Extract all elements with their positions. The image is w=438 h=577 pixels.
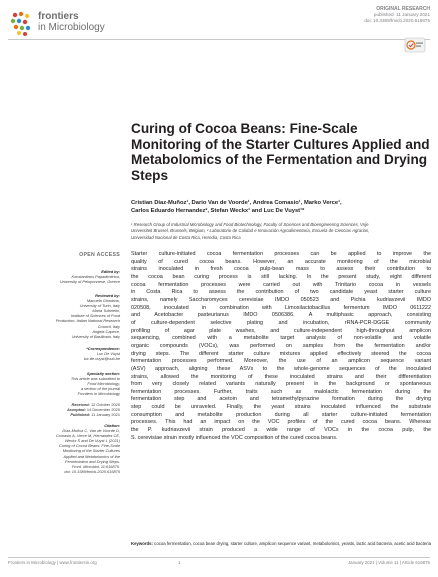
editor-line: University of Peloponnese, Greece [59,279,120,285]
reviewer-line: Manuela Giordano, [86,298,120,304]
citation-line: Applied and Metabolomics of the [63,453,120,459]
affiliation-line: Universidad Nacional de Costa Rica, Heredia, Costa Rica [131,234,241,240]
reviewer-line: University of Basilicata, Italy [71,333,120,339]
author-line: Carlos Eduardo Hernandez², Stefan Weckx¹ and Luc De Vuyst¹* [131,207,305,214]
specialty-line: Food Microbiology, [87,381,120,387]
specialty-line: Frontiers in Microbiology [77,391,120,397]
abstract-line: Starter culture-initiated cocoa fermentation processes can be applied to improve the [131,251,431,257]
reviewer-line: Council, Italy [97,323,120,329]
abstract-line: the P. kudriavzevii strain produced a wide range of VOCs in the cocoa pulp, the [131,427,431,434]
check-for-updates-icon[interactable] [404,36,426,54]
citation-line: Díaz-Muñoz C, Van de Voorde D, [62,428,120,434]
specialty-line: This article was submitted to [70,376,120,382]
abstract-line: in Costa Rica to assess the contribution of two candidate yeast starter culture [131,289,431,296]
abstract-line: sequencing, combined with a metabolite target analysis of non-volatile and volatile [131,335,431,342]
editor-line: Konstantinos Papadimitriou, [71,274,120,280]
footer-journal[interactable]: Frontiers in Microbiology | www.frontiersin.org [8,560,97,565]
journal-brand [38,11,105,33]
correspondence-block [36,346,120,361]
brand-line-2: in Microbiology [38,22,105,33]
affiliations [131,222,431,241]
reviewer-line: Maria Tufariello, [92,308,120,314]
abstract-line: the cocoa bean curing process is still lacking. In the present study, eight different [131,273,431,280]
abstract-line: fermentation step and acetoin and tetramethylpyrazine formation during the drying [131,396,431,403]
keywords [131,541,431,547]
reviewed-by-label: Reviewed by: [95,293,120,298]
citation-line: Comasio A, Verce M, Hernandez CE, [55,433,120,439]
article-title: Curing of Cocoa Beans: Fine-Scale Monitoring of the Starter Cultures Applied and Metabolomics of the Fermentation and Drying Steps [131,121,430,183]
citation-line: Fermentation and Drying Steps. [65,458,120,464]
correspondence-name: Luc De Vuyst [96,351,120,357]
article-type: ORIGINAL RESEARCH [376,6,430,12]
correspondence-label: *Correspondence: [86,346,120,351]
specialty-line: a section of the journal [80,386,120,392]
reviewer-line: University of Turin, Italy [79,303,120,309]
reviewer-line: Production, Italian National Research [55,318,120,324]
abstract-line: of culture-dependent selective plating and incubation, rRNA-PCR-DGGE community [131,319,431,326]
frontiers-logo-icon [8,10,34,36]
abstract-line: processes. This had an impact on the VOC profiles of the cured cocoa beans. Whereas [131,419,431,426]
footer-divider [8,557,430,558]
published-date: published: 11 January 2021 [373,12,430,17]
edited-by-block [36,269,120,284]
affiliation-line: ¹ Research Group of Industrial Microbiology and Food Biotechnology, Faculty of Sciences and Bioengineering Sciences, Vrije [131,222,369,227]
correspondence-email[interactable]: luc.de.vuyst@vub.be [83,356,120,362]
abstract-line: fermentation processes. Further, traits such as malolactic fermentation during the [131,388,431,395]
published-value: 11 January 2021 [91,412,120,418]
citation-line[interactable]: doi: 10.3389/fmicb.2020.616875 [64,468,120,474]
citation-line: Front. Microbiol. 11:616875. [71,463,120,469]
author-list [131,200,431,215]
page-number: 1 [178,560,181,565]
abstract-line: 020508, inoculated in combination with Limosilactobacillus fermentum IMDO 0611222 [131,304,431,311]
author-line: Cristian Díaz-Muñoz¹, Dario Van de Voorde¹, Andrea Comasio¹, Marko Verce¹, [131,200,342,206]
accepted-value: 14 December 2020 [86,407,120,413]
specialty-label: Specialty section: [86,371,120,376]
abstract-line: cocoa fermentation processes were carried out with Trinitario cocoa in vessels [131,281,431,288]
article-meta [364,6,430,24]
published-label: Published: [70,412,91,418]
abstract-line: drying steps. The different starter culture mixtures applied effectively steered the cocoa [131,350,431,357]
abstract-line: (ASV) approach, aligning these ASVs to the whole-genome sequences of the inoculated [131,365,431,372]
keywords-text: cocoa fermentation, cocoa bean drying, starter culture, amplicon sequence variant, metabolomics, yeasts, lactic acid bacteria, acetic acid bacteria [154,541,431,546]
received-label: Received: [71,402,90,407]
article-doi[interactable]: doi: 10.3389/fmicb.2020.616875 [364,18,430,23]
citation-block [36,423,120,474]
open-access-label: OPEN ACCESS [79,252,120,258]
keywords-label: Keywords: [131,541,153,546]
abstract-line: strains inoculated in fresh cocoa pulp-bean mass to assess their contribution to [131,266,431,273]
abstract-line: quality of cured cocoa beans. However, an accurate monitoring of the microbial [131,258,431,265]
abstract-line: profiling of agar plate washes, and culture-independent high-throughput amplicon [131,327,431,334]
abstract-line: and Acetobacter pasteurianus IMDO 0506386. A multiphasic approach, consisting [131,312,431,319]
accepted-label: Accepted: [67,407,86,413]
abstract-line: step could be unraveled. Finally, the yeast strains inoculated influenced the substrate [131,404,431,411]
citation-line: Monitoring of the Starter Cultures [62,448,120,454]
reviewer-line: Angela Capece, [92,328,120,334]
abstract [131,251,431,442]
footer-volume: January 2021 | Volume 11 | Article 616875 [347,560,430,565]
dates-block [36,402,120,417]
header-divider [8,39,430,40]
affiliation-line: Universiteit Brussel, Brussels, Belgium, ² Laboratorio de Calidad e Innovación Agroalimentaria, Escuela de Ciencias Agrarias, [131,228,370,234]
brand-line-1: frontiers [38,11,79,22]
reviewer-line: Institute of Sciences of Food [70,313,120,319]
citation-line: Curing of Cocoa Beans: Fine-Scale [59,443,120,449]
abstract-line: strains, allowed the monitoring of these inoculated strains and their differentiation [131,373,431,380]
edited-by-label: Edited by: [101,269,120,274]
abstract-line: organic compounds (VOCs), was performed on samples from the fermentation and/or [131,342,431,349]
citation-line: Weckx S and De Vuyst L (2021) [64,438,120,444]
citation-label: Citation: [104,423,120,428]
received-value: 12 October 2020 [91,402,120,407]
specialty-block [36,371,120,396]
abstract-line: S. cerevisiae strain mostly influenced the VOC composition of the cured cocoa beans. [131,434,338,441]
abstract-line: from very closely related variants naturally present in the background or spontaneous [131,381,431,388]
published-date-side [36,412,120,417]
abstract-line: consumption and metabolite production during all starter culture-initiated fermentation [131,411,431,418]
abstract-line: fermentation processes performed. Moreover, the use of an amplicon sequence variant [131,358,431,365]
abstract-line: strains, namely Saccharomyces cerevisiae IMDO 050523 and Pichia kudriavzevii IMDO [131,296,431,303]
reviewed-by-block [36,293,120,339]
